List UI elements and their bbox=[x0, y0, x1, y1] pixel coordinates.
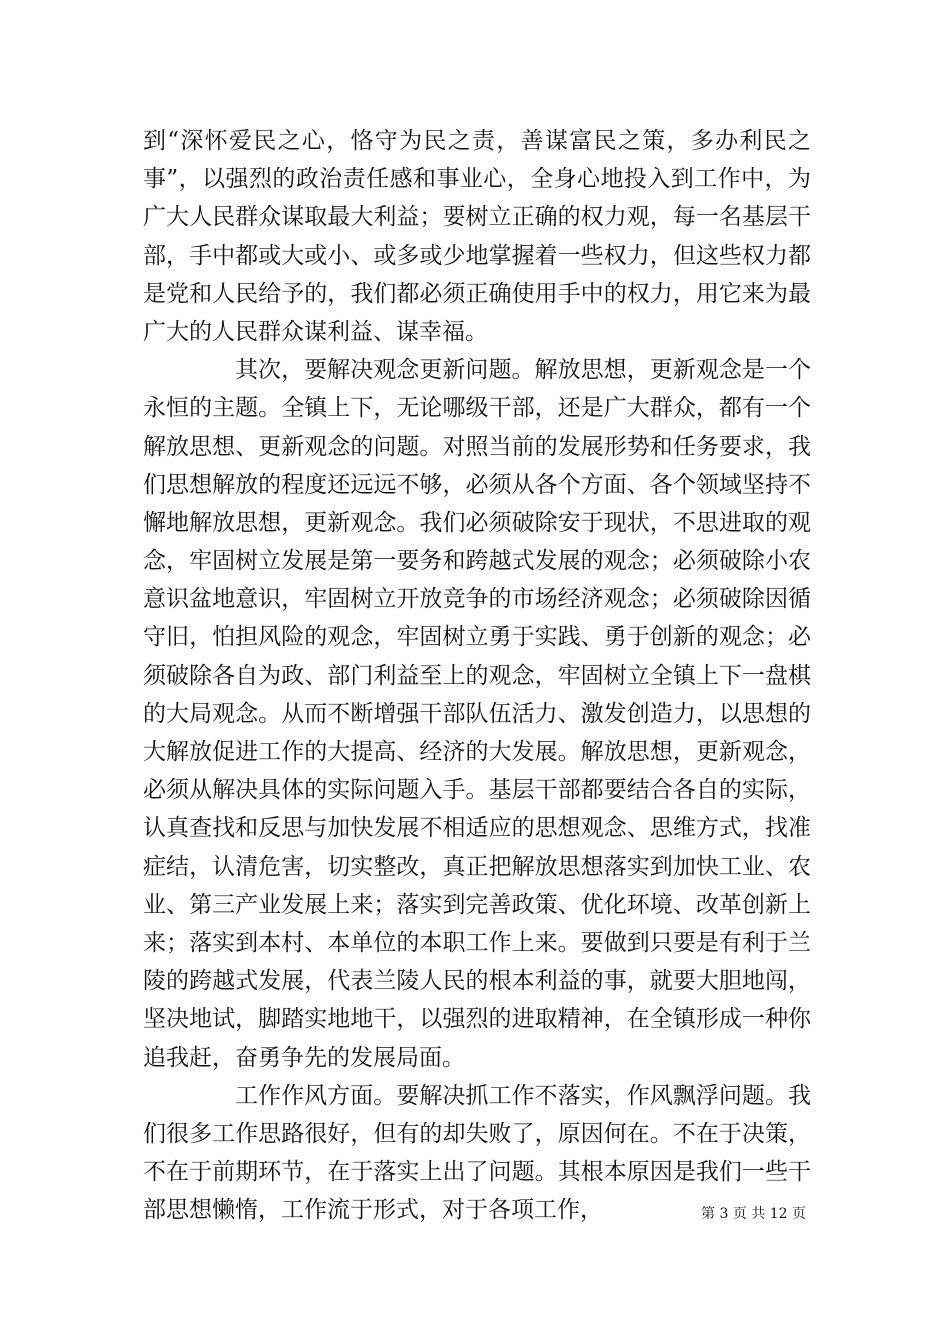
text-line: 大解放促进工作的大提高、经济的大发展。解放思想，更新观念， bbox=[143, 739, 811, 765]
text-line: 部，手中都或大或小、或多或少地掌握着一些权力，但这些权力都 bbox=[143, 242, 811, 269]
text-line: 症结，认清危害，切实整改，真正把解放思想落实到加快工业、农 bbox=[143, 853, 811, 880]
text-line: 事”，以强烈的政治责任感和事业心，全身心地投入到工作中，为 bbox=[143, 166, 811, 193]
paragraph-first-line: 工作作风方面。要解决抓工作不落实，作风飘浮问题。我 bbox=[235, 1082, 811, 1109]
text-line: 们思想解放的程度还远远不够，必须从各个方面、各个领域坚持不 bbox=[143, 471, 811, 498]
text-line: 广大人民群众谋取最大利益；要树立正确的权力观，每一名基层干 bbox=[143, 204, 811, 231]
text-line: 到“深怀爱民之心，恪守为民之责，善谋富民之策，多办利民之 bbox=[143, 128, 811, 154]
text-line: 须破除各自为政、部门利益至上的观念，牢固树立全镇上下一盘棋 bbox=[143, 662, 811, 689]
text-line: 部思想懒惰，工作流于形式，对于各项工作， bbox=[143, 1197, 603, 1224]
text-line: 不在于前期环节，在于落实上出了问题。其根本原因是我们一些干 bbox=[143, 1159, 811, 1186]
text-line: 意识盆地意识，牢固树立开放竞争的市场经济观念；必须破除因循 bbox=[143, 586, 811, 613]
text-line: 广大的人民群众谋利益、谋幸福。 bbox=[143, 318, 488, 345]
page-number-footer: 第 3 页 共 12 页 bbox=[701, 1206, 806, 1222]
text-line: 陵的跨越式发展，代表兰陵人民的根本利益的事，就要大胆地闯， bbox=[143, 968, 811, 995]
text-line: 的大局观念。从而不断增强干部队伍活力、激发创造力，以思想的 bbox=[143, 700, 811, 727]
text-line: 永恒的主题。全镇上下，无论哪级干部，还是广大群众，都有一个 bbox=[143, 395, 811, 422]
text-line: 必须从解决具体的实际问题入手。基层干部都要结合各自的实际， bbox=[143, 777, 811, 804]
text-line: 解放思想、更新观念的问题。对照当前的发展形势和任务要求，我 bbox=[143, 433, 811, 460]
text-line: 业、第三产业发展上来；落实到完善政策、优化环境、改革创新上 bbox=[143, 891, 811, 918]
text-line: 来；落实到本村、本单位的本职工作上来。要做到只要是有利于兰 bbox=[143, 929, 811, 956]
body-text bbox=[143, 122, 811, 1229]
text-line: 是党和人民给予的，我们都必须正确使用手中的权力，用它来为最 bbox=[143, 280, 811, 307]
text-line: 追我赶，奋勇争先的发展局面。 bbox=[143, 1044, 465, 1071]
text-line: 懈地解放思想，更新观念。我们必须破除安于现状，不思进取的观 bbox=[143, 509, 811, 536]
paragraph-first-line: 其次，要解决观念更新问题。解放思想，更新观念是一个 bbox=[235, 357, 811, 384]
text-line: 坚决地试，脚踏实地地干，以强烈的进取精神，在全镇形成一种你 bbox=[143, 1006, 811, 1033]
text-line: 念，牢固树立发展是第一要务和跨越式发展的观念；必须破除小农 bbox=[143, 548, 811, 575]
text-line: 认真查找和反思与加快发展不相适应的思想观念、思维方式，找准 bbox=[143, 815, 811, 842]
text-line: 守旧，怕担风险的观念，牢固树立勇于实践、勇于创新的观念；必 bbox=[143, 624, 811, 651]
text-line: 们很多工作思路很好，但有的却失败了，原因何在。不在于决策， bbox=[143, 1120, 811, 1147]
